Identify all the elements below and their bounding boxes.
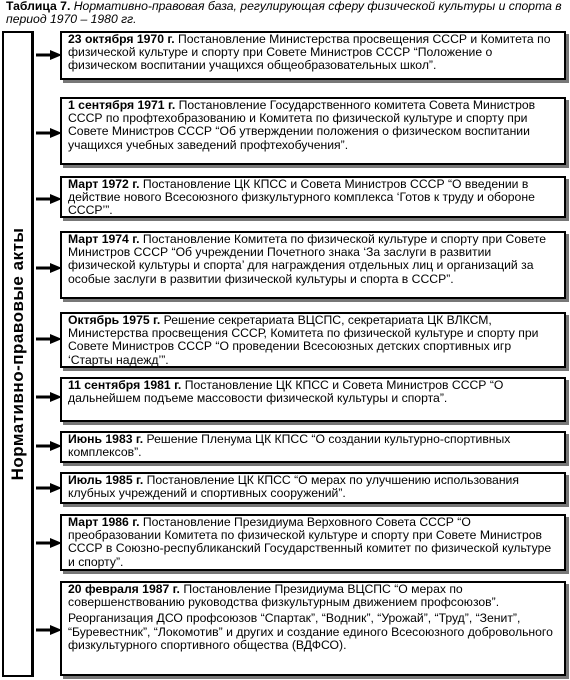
arrow-icon (36, 538, 62, 548)
act-date: Март 1972 г. (68, 177, 140, 191)
act-date: Октябрь 1975 г. (68, 313, 161, 327)
side-category-label: Нормативно-правовые акты (7, 227, 27, 481)
act-date: 23 октября 1970 г. (68, 32, 175, 46)
act-date: 11 сентября 1981 г. (68, 378, 182, 392)
arrow-icon (36, 334, 62, 344)
side-category-box (2, 31, 34, 677)
arrow-icon (36, 483, 62, 493)
caption-label: Таблица 7. (6, 0, 71, 13)
act-text: Постановление Министерства просвещения СССР и Комитета по физической культуре и спорту при Совете Министров СССР “Положение о физическом воспитании учащихся общеобразовательных школ”. (68, 32, 551, 73)
act-date: Июнь 1983 г. (68, 432, 144, 446)
act-text: Постановление Комитета по физической культуре и спорту при Совете Министров СССР “Об учреждении Почетного знака ‘За заслуги в развитии физической культуры и спорта’ для награждения отдельных лиц и организаций за особые заслуги в развитии физической культуры и спорта в СССР”. (68, 232, 547, 286)
act-text-secondary: Реорганизация ДСО профсоюзов “Спартак”, “Водник”, “Урожай”, “Труд”, “Зенит”, “Буревестник”, “Локомотив” и других и создание единого Всесоюзного добровольного физкультурного спортивного общества (ВДФСО). (68, 611, 553, 652)
act-date: 1 сентября 1971 г. (68, 98, 176, 112)
act-item-6 (60, 377, 566, 422)
act-item-5 (60, 312, 566, 368)
arrow-icon (36, 441, 62, 451)
arrow-icon (36, 625, 62, 635)
act-item-7 (60, 431, 566, 463)
act-item-10 (60, 581, 566, 676)
act-date: Март 1974 г. (68, 232, 140, 246)
act-text: Постановление ЦК КПСС и Совета Министров СССР “О дальнейшем подъеме массовости физической культуры и спорта”. (68, 378, 504, 406)
act-text: Постановление Президиума ВЦСПС “О мерах по совершенствованию руководства физкультурным движением профсоюзов”. (68, 582, 500, 610)
act-text: Решение Пленума ЦК КПСС “О создании культурно-спортивных комплексов”. (68, 432, 511, 460)
act-item-1 (60, 31, 566, 80)
act-date: Март 1986 г. (68, 515, 140, 529)
act-text: Постановление Государственного комитета Совета Министров СССР по профтехобразованию и Комитета по физической культуре и спорту при Совете Министров СССР “Об утверждении положения о физическом воспитании учащихся учебных заведений профтехобучения”. (68, 98, 536, 152)
act-date: 20 февраля 1987 г. (68, 582, 180, 596)
table-caption (6, 0, 562, 26)
act-text: Постановление ЦК КПСС “О мерах по улучшению использования клубных учреждений и спортивных сооружений”. (68, 473, 519, 501)
act-item-9 (60, 514, 566, 571)
arrow-icon (36, 50, 62, 60)
act-item-8 (60, 472, 566, 504)
arrow-icon (36, 263, 62, 273)
arrow-icon (36, 128, 62, 138)
act-text: Постановление Президиума Верховного Совета СССР “О преобразовании Комитета по физической культуре и спорту при Совете Министров СССР в Союзно-республиканский Государственный комитет по физической культуре и спорту”. (68, 515, 552, 569)
act-item-2 (60, 97, 566, 165)
act-text: Постановление ЦК КПСС и Совета Министров СССР “О введении в действие нового Всесоюзного физкультурного комплекса ‘Готов к труду и обороне СССР’”. (68, 177, 535, 218)
arrow-icon (36, 392, 62, 402)
caption-text: Нормативно-правовая база, регулирующая сферу физической культуры и спорта в период 1970 – 1980 гг. (6, 0, 562, 26)
act-item-4 (60, 231, 566, 299)
act-date: Июль 1985 г. (68, 473, 144, 487)
arrow-icon (36, 194, 62, 204)
act-text: Решение секретариата ВЦСПС, секретариата ЦК ВЛКСМ, Министерства просвещения СССР, Комитета по физической культуре и спорту при Совете Министров СССР “О проведении Всесоюзных детских спортивных игр ‘Старты надежд’”. (68, 313, 539, 367)
act-item-3 (60, 176, 566, 218)
